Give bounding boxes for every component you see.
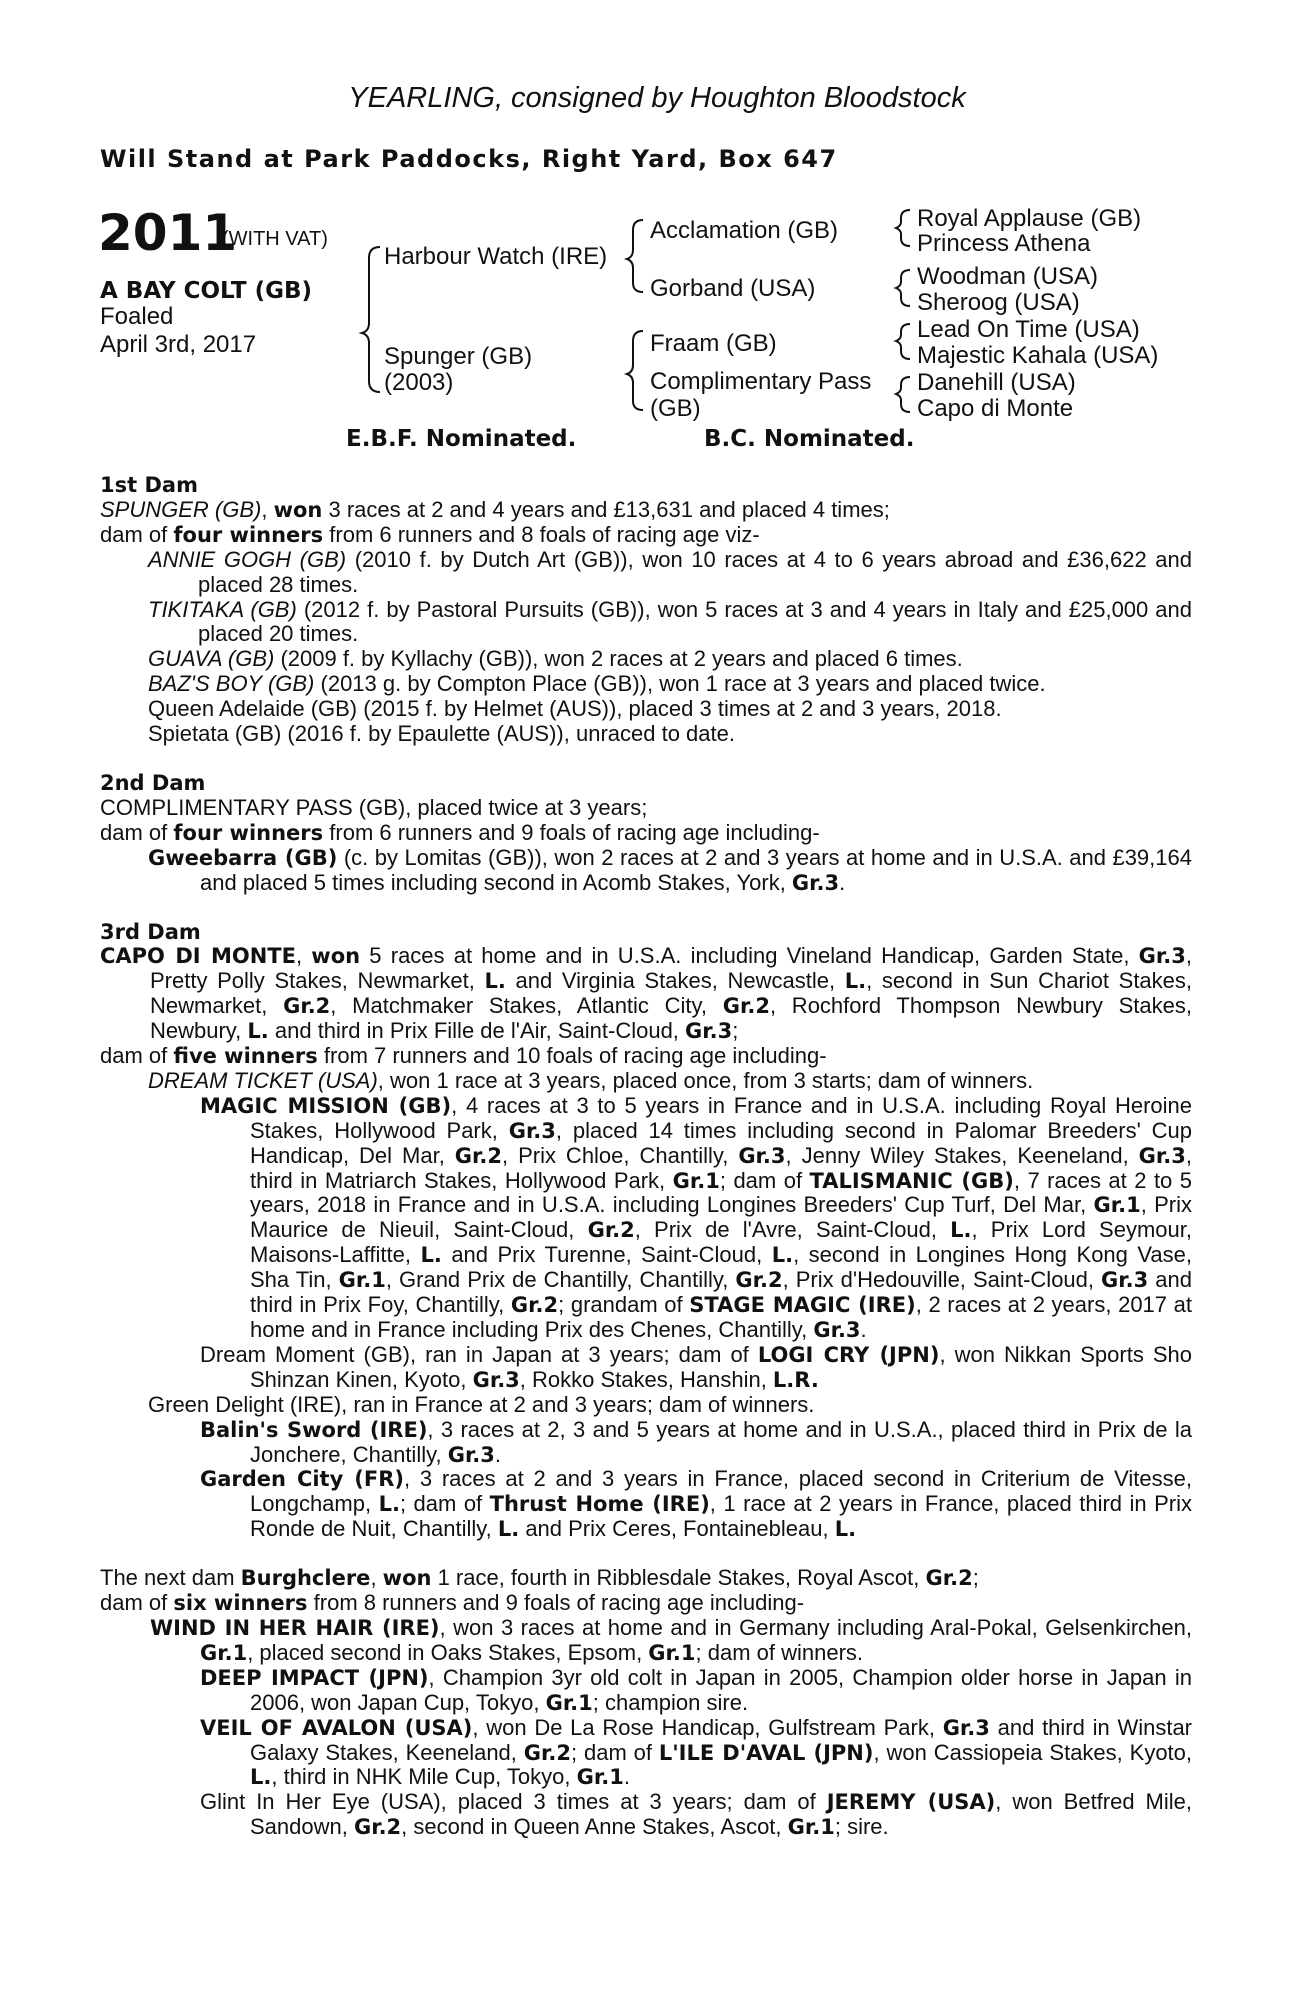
- produce-entry: DEEP IMPACT (JPN), Champion 3yr old colt in Japan in 2005, Champion older horse in Japan in 2006, won Japan Cup, Tokyo, Gr.1; champion sire.: [200, 1664, 1192, 1715]
- next-dam-line: The next dam Burghclere, won 1 race, fourth in Ribblesdale Stakes, Royal Ascot, Gr.2;: [100, 1565, 979, 1591]
- produce-entry: Balin's Sword (IRE), 3 races at 2, 3 and 5 years at home and in U.S.A., placed third in Prix de la Jonchere, Chantilly, Gr.3.: [200, 1416, 1192, 1467]
- third-dam-heading: 3rd Dam: [100, 919, 201, 944]
- ancestor-6: Majestic Kahala (USA): [917, 342, 1159, 369]
- ancestor-2: Princess Athena: [917, 230, 1091, 257]
- next-dam-produce-summary: dam of six winners from 8 runners and 9 foals of racing age including-: [100, 1590, 805, 1616]
- ancestor-8: Capo di Monte: [917, 395, 1074, 422]
- ancestor-1: Royal Applause (GB): [917, 205, 1142, 232]
- produce-entry: GUAVA (GB) (2009 f. by Kyllachy (GB)), won 2 races at 2 years and placed 6 times.: [148, 646, 963, 672]
- lot-title: A BAY COLT (GB): [100, 278, 313, 304]
- dam-dam-line1: Complimentary Pass: [650, 368, 872, 395]
- sire-dam: Gorband (USA): [650, 275, 816, 302]
- produce-entry: BAZ'S BOY (GB) (2013 g. by Compton Place (GB)), won 1 race at 3 years and placed twice.: [148, 671, 1046, 697]
- produce-entry: WIND IN HER HAIR (IRE), won 3 races at home and in Germany including Aral-Pokal, Gelsenkirchen, Gr.1, placed second in Oaks Stakes, Epsom, Gr.1; dam of winners.: [150, 1614, 1192, 1665]
- produce-entry: ANNIE GOGH (GB) (2010 f. by Dutch Art (GB)), won 10 races at 4 to 6 years abroad and £36,622 and placed 28 times.: [148, 546, 1192, 597]
- produce-entry: Spietata (GB) (2016 f. by Epaulette (AUS)), unraced to date.: [148, 721, 735, 747]
- dam-dam-line2: (GB): [650, 395, 701, 422]
- third-dam-produce-summary: dam of five winners from 7 runners and 10 foals of racing age including-: [100, 1043, 827, 1069]
- ebf-nomination: E.B.F. Nominated.: [346, 426, 577, 452]
- produce-entry: MAGIC MISSION (GB), 4 races at 3 to 5 years in France and in U.S.A. including Royal Heroine Stakes, Hollywood Park, Gr.3, placed 14 times including second in Palomar Breeders' Cup Handicap, Del Mar, Gr.2, Prix Chloe, Chantilly, Gr.3, Jenny Wiley Stakes, Keeneland, Gr.3, third in Matriarch Stakes, Hollywood Park, Gr.1; dam of TALISMANIC (GB), 7 races at 2 to 5 years, 2018 in France and in U.S.A. including Longines Breeders' Cup Turf, Del Mar, Gr.1, Prix Maurice de Nieuil, Saint-Cloud, Gr.2, Prix de l'Avre, Saint-Cloud, L., Prix Lord Seymour, Maisons-Laffitte, L. and Prix Turenne, Saint-Cloud, L., second in Longines Hong Kong Vase, Sha Tin, Gr.1, Grand Prix de Chantilly, Chantilly, Gr.2, Prix d'Hedouville, Saint-Cloud, Gr.3 and third in Prix Foy, Chantilly, Gr.2; grandam of STAGE MAGIC (IRE), 2 races at 2 years, 2017 at home and in France including Prix des Chenes, Chantilly, Gr.3.: [200, 1092, 1192, 1342]
- ancestor-3: Woodman (USA): [917, 263, 1098, 290]
- produce-entry: Dream Moment (GB), ran in Japan at 3 years; dam of LOGI CRY (JPN), won Nikkan Sports Sho Shinzan Kinen, Kyoto, Gr.3, Rokko Stakes, Hanshin, L.R.: [200, 1341, 1192, 1392]
- vat-label: (WITH VAT): [222, 228, 328, 250]
- ancestor-5: Lead On Time (USA): [917, 316, 1140, 343]
- produce-entry: Gweebarra (GB) (c. by Lomitas (GB)), won 2 races at 2 and 3 years at home and in U.S.A. and £39,164 and placed 5 times including second in Acomb Stakes, York, Gr.3.: [148, 844, 1192, 895]
- produce-entry: TIKITAKA (GB) (2012 f. by Pastoral Pursuits (GB)), won 5 races at 3 and 4 years in Italy and £25,000 and placed 20 times.: [148, 596, 1192, 647]
- produce-entry: Glint In Her Eye (USA), placed 3 times at 3 years; dam of JEREMY (USA), won Betfred Mile, Sandown, Gr.2, second in Queen Anne Stakes, Ascot, Gr.1; sire.: [200, 1789, 1192, 1840]
- produce-entry: Queen Adelaide (GB) (2015 f. by Helmet (AUS)), placed 3 times at 2 and 3 years, 2018.: [148, 696, 1002, 722]
- ancestor-4: Sheroog (USA): [917, 289, 1080, 316]
- catalogue-body: [100, 473, 1192, 1840]
- consignment-line: YEARLING, consigned by Houghton Bloodstock: [348, 82, 966, 114]
- first-dam-produce-summary: dam of four winners from 6 runners and 8 foals of racing age viz-: [100, 521, 760, 547]
- second-dam-produce-summary: dam of four winners from 6 runners and 9 foals of racing age including-: [100, 819, 820, 845]
- first-dam-heading: 1st Dam: [100, 473, 198, 497]
- third-dam-line: CAPO DI MONTE, won 5 races at home and in U.S.A. including Vineland Handicap, Garden State, Gr.3, Pretty Polly Stakes, Newmarket, L. and Virginia Stakes, Newcastle, L., second in Sun Chariot Stakes, Newmarket, Gr.2, Matchmaker Stakes, Atlantic City, Gr.2, Rochford Thompson Newbury Stakes, Newbury, L. and third in Prix Fille de l'Air, Saint-Cloud, Gr.3;: [100, 943, 1193, 1044]
- foaled-label: Foaled: [100, 303, 174, 330]
- lot-number: 2011: [98, 204, 238, 262]
- dam-name: Spunger (GB): [384, 343, 533, 370]
- produce-entry: Green Delight (IRE), ran in France at 2 and 3 years; dam of winners.: [148, 1391, 815, 1417]
- ancestor-7: Danehill (USA): [917, 369, 1076, 396]
- bc-nomination: B.C. Nominated.: [704, 426, 915, 452]
- first-dam-line: SPUNGER (GB), won 3 races at 2 and 4 years and £13,631 and placed 4 times;: [100, 496, 890, 522]
- produce-entry: Garden City (FR), 3 races at 2 and 3 years in France, placed second in Criterium de Vitesse, Longchamp, L.; dam of Thrust Home (IRE), 1 race at 2 years in France, placed third in Prix Ronde de Nuit, Chantilly, L. and Prix Ceres, Fontainebleau, L.: [200, 1466, 1192, 1542]
- second-dam-line: COMPLIMENTARY PASS (GB), placed twice at 3 years;: [100, 794, 648, 820]
- sire-sire: Acclamation (GB): [650, 217, 839, 244]
- second-dam-heading: 2nd Dam: [100, 770, 206, 795]
- sire-name: Harbour Watch (IRE): [384, 243, 608, 270]
- dam-sire: Fraam (GB): [650, 330, 777, 357]
- foaled-date: April 3rd, 2017: [100, 331, 257, 358]
- location-line: Will Stand at Park Paddocks, Right Yard, Box 647: [100, 145, 838, 173]
- produce-entry: VEIL OF AVALON (USA), won De La Rose Handicap, Gulfstream Park, Gr.3 and third in Winstar Galaxy Stakes, Keeneland, Gr.2; dam of L'ILE D'AVAL (JPN), won Cassiopeia Stakes, Kyoto, L., third in NHK Mile Cup, Tokyo, Gr.1.: [200, 1714, 1193, 1790]
- dam-year: (2003): [384, 369, 454, 396]
- produce-entry: DREAM TICKET (USA), won 1 race at 3 years, placed once, from 3 starts; dam of winners.: [148, 1067, 1034, 1093]
